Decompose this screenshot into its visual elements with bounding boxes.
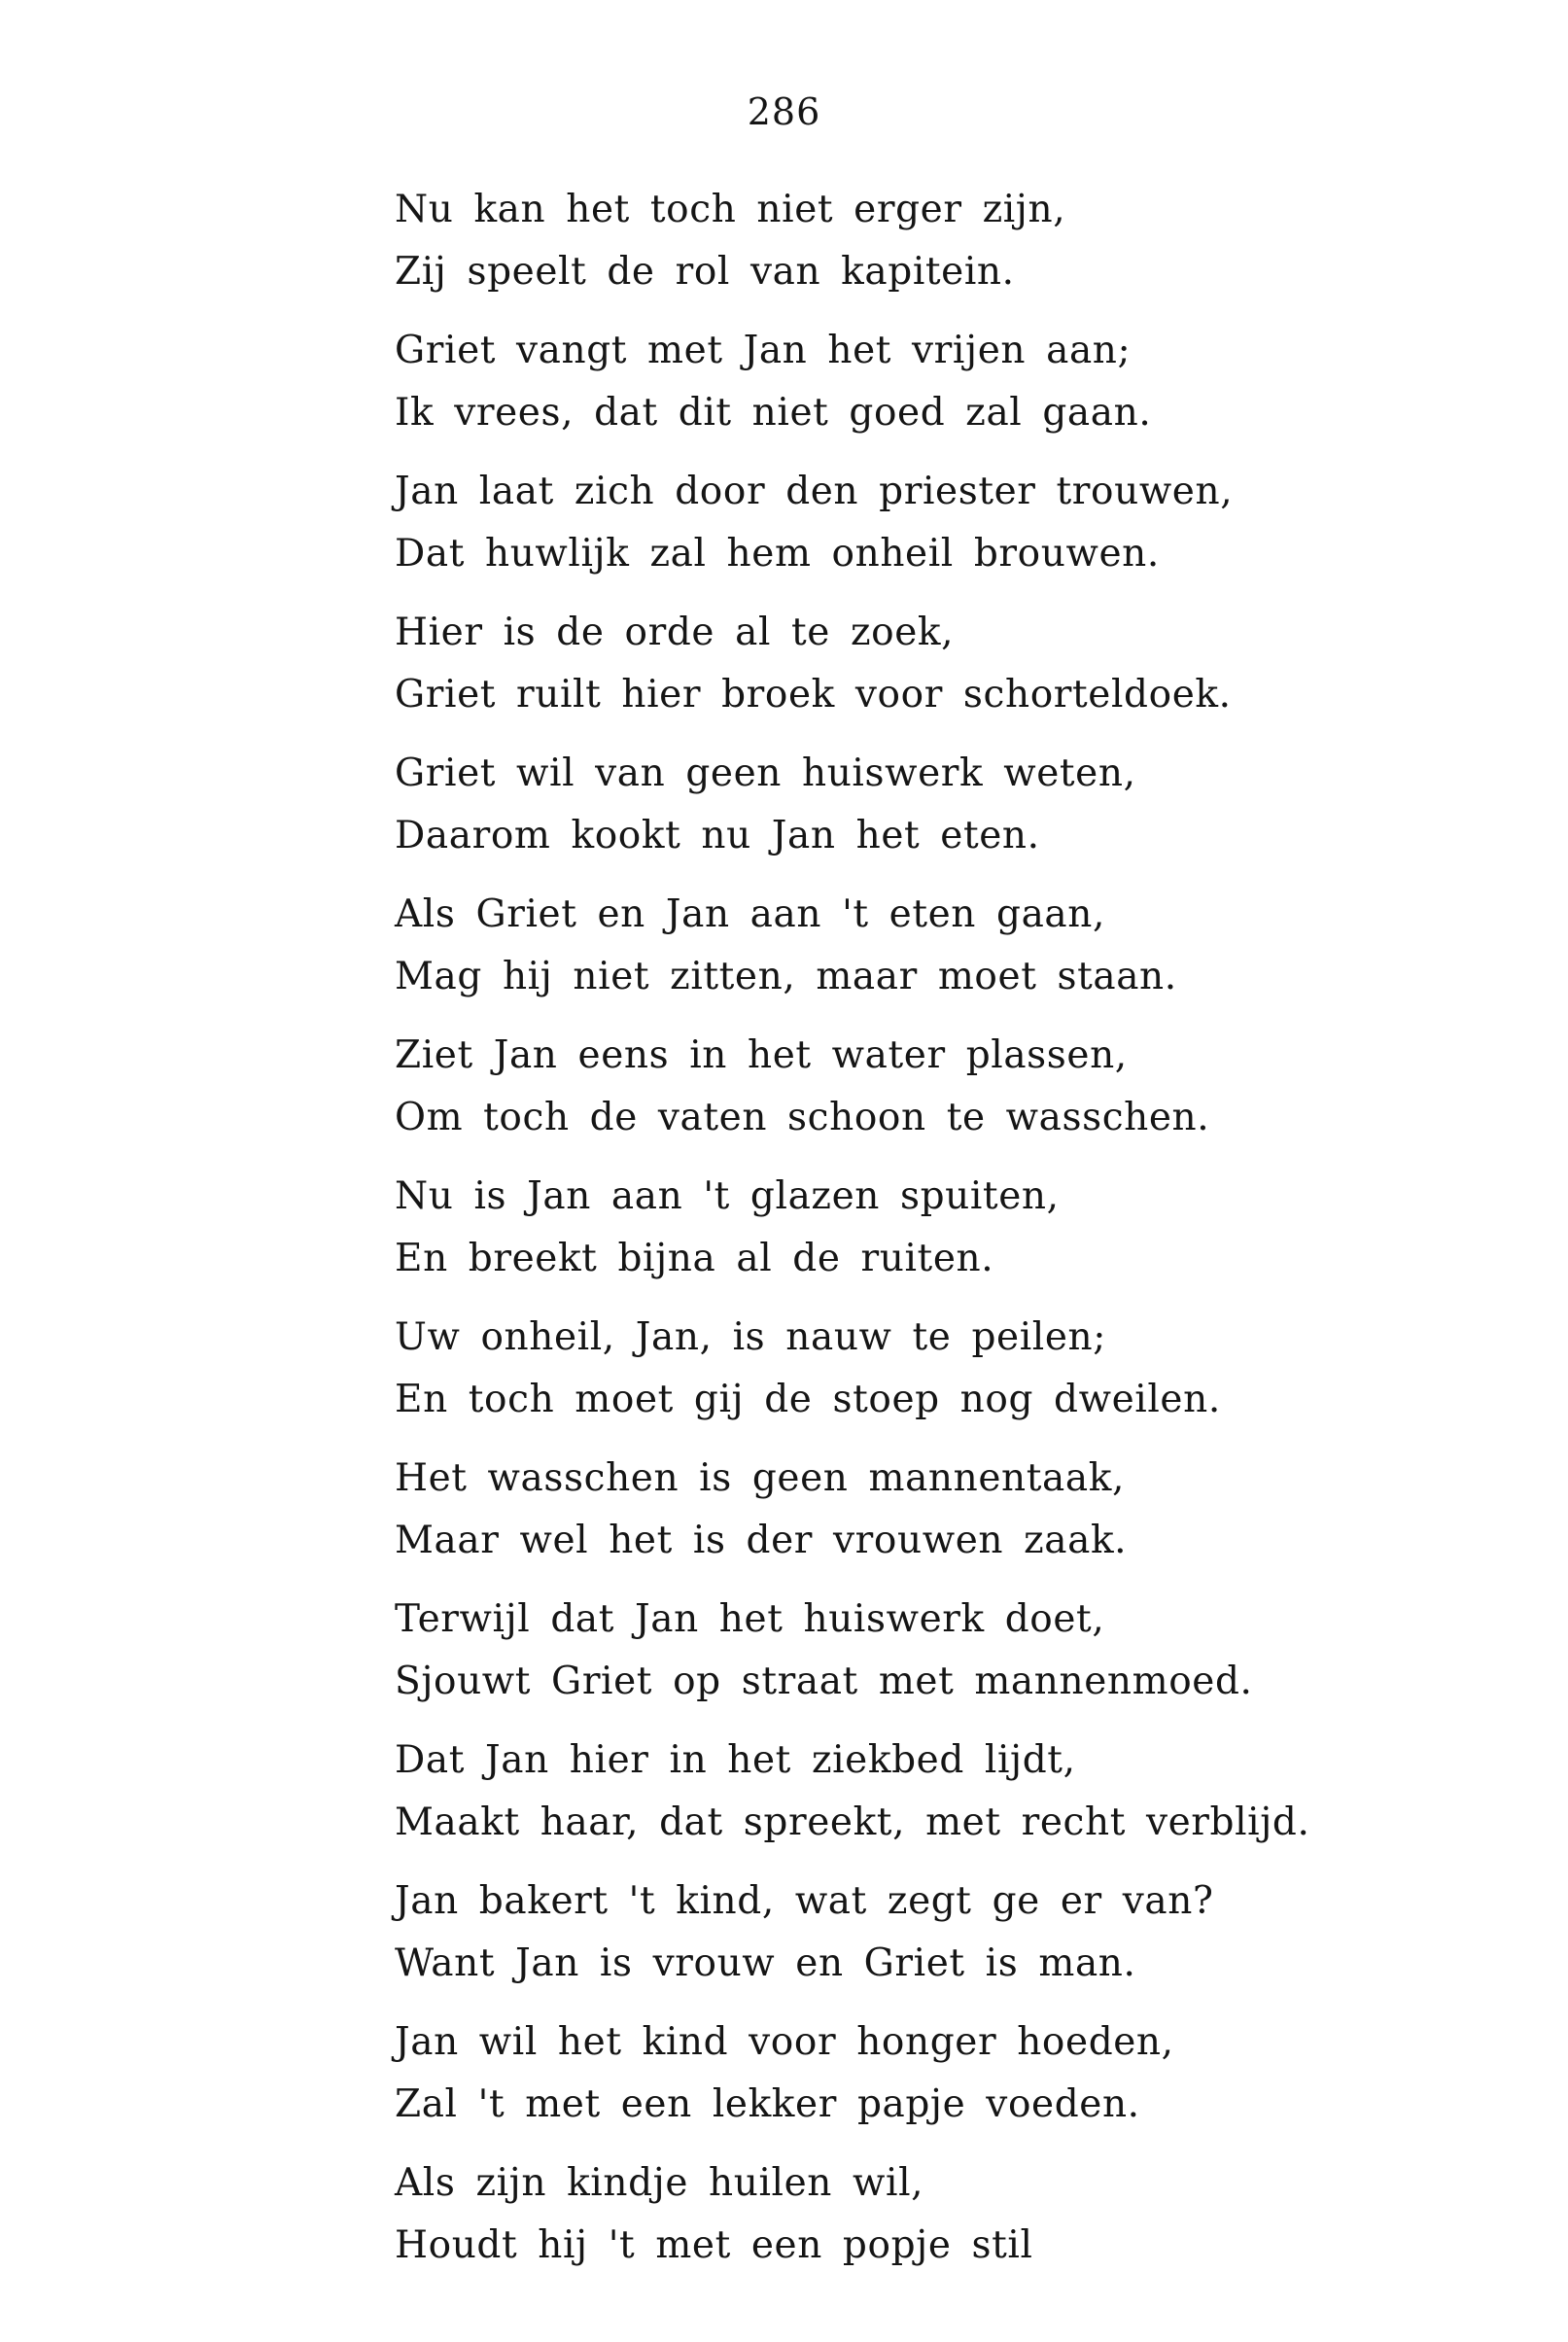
poem-line: Jan bakert 't kind, wat zegt ge er van? (395, 1879, 1214, 1923)
poem-line: Mag hij niet zitten, maar moet staan. (395, 955, 1177, 998)
poem-line: Als zijn kindje huilen wil, (395, 2161, 924, 2205)
poem-line: Dat Jan hier in het ziekbed lijdt, (395, 1738, 1076, 1782)
stanza (395, 1025, 1513, 1149)
poem-line: Sjouwt Griet op straat met mannenmoed. (395, 1660, 1253, 1703)
poem-line: Maakt haar, dat spreekt, met recht verblijd. (395, 1800, 1310, 1844)
poem-line: Maar wel het is der vrouwen zaak. (395, 1519, 1128, 1562)
stanza (395, 884, 1513, 1008)
stanza (395, 1166, 1513, 1290)
poem-line: Jan laat zich door den priester trouwen, (395, 470, 1234, 513)
poem-line: Want Jan is vrouw en Griet is man. (395, 1941, 1136, 1985)
stanza (395, 2011, 1513, 2136)
poem-line: Jan wil het kind voor honger hoeden, (395, 2020, 1174, 2064)
poem (395, 179, 1513, 2293)
poem-line: Als Griet en Jan aan 't eten gaan, (395, 892, 1106, 936)
stanza (395, 2152, 1513, 2277)
stanza (395, 1307, 1513, 1431)
poem-line: Ziet Jan eens in het water plassen, (395, 1033, 1128, 1077)
stanza (395, 461, 1513, 585)
poem-line: Uw onheil, Jan, is nauw te peilen; (395, 1315, 1107, 1359)
poem-line: Griet vangt met Jan het vrijen aan; (395, 329, 1132, 372)
poem-line: Griet ruilt hier broek voor schorteldoek. (395, 673, 1232, 717)
poem-line: Om toch de vaten schoon te wasschen. (395, 1096, 1210, 1139)
poem-line: Daarom kookt nu Jan het eten. (395, 814, 1040, 857)
poem-line: Het wasschen is geen mannentaak, (395, 1456, 1125, 1500)
poem-line: Zij speelt de rol van kapitein. (395, 250, 1015, 294)
poem-line: Ik vrees, dat dit niet goed zal gaan. (395, 391, 1152, 435)
stanza (395, 602, 1513, 726)
poem-line: Hier is de orde al te zoek, (395, 611, 955, 654)
page-number: 286 (747, 90, 821, 133)
poem-line: En breekt bijna al de ruiten. (395, 1237, 994, 1280)
stanza (395, 1730, 1513, 1854)
poem-line: Dat huwlijk zal hem onheil brouwen. (395, 532, 1160, 576)
stanza (395, 179, 1513, 303)
poem-line: Terwijl dat Jan het huiswerk doet, (395, 1597, 1105, 1641)
poem-line: Nu kan het toch niet erger zijn, (395, 188, 1066, 231)
poem-line: En toch moet gij de stoep nog dweilen. (395, 1378, 1221, 1421)
poem-line: Zal 't met een lekker papje voeden. (395, 2082, 1140, 2126)
poem-line: Griet wil van geen huiswerk weten, (395, 752, 1136, 795)
poem-line: Nu is Jan aan 't glazen spuiten, (395, 1174, 1060, 1218)
poem-line: Houdt hij 't met een popje stil (395, 2223, 1033, 2267)
stanza (395, 1589, 1513, 1713)
stanza (395, 320, 1513, 444)
stanza (395, 1870, 1513, 1995)
stanza (395, 1448, 1513, 1572)
stanza (395, 743, 1513, 867)
